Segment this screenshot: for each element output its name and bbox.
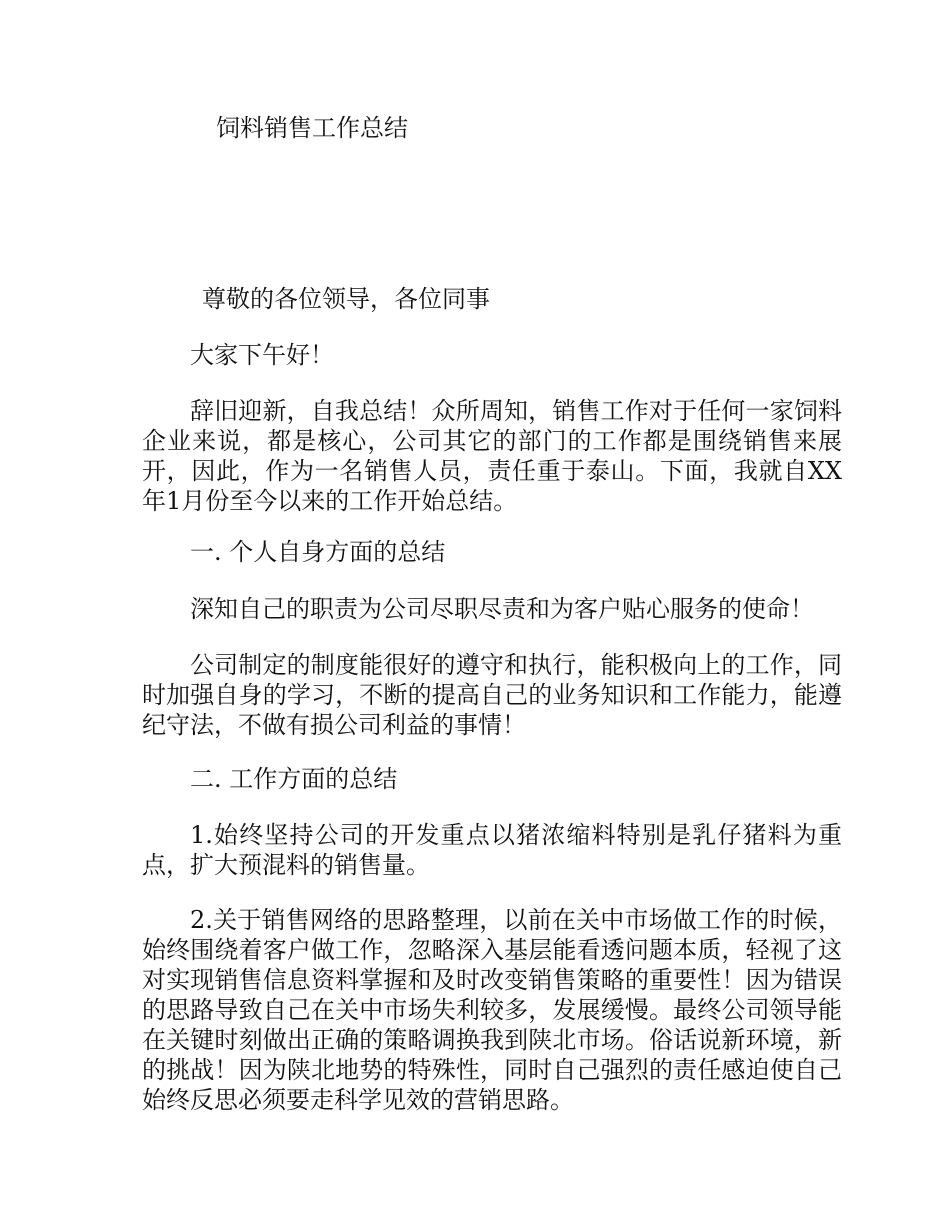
section-heading-work: 二. 工作方面的总结 xyxy=(190,765,398,793)
paragraph-intro: 辞旧迎新，自我总结！众所周知，销售工作对于任何一家饲料企业来说，都是核心，公司其它的部门的工作都是围绕销售来展开，因此，作为一名销售人员，责任重于泰山。下面，我就自XX年1月份至今以来的工作开始总结。 xyxy=(142,397,842,515)
paragraph-compliance: 公司制定的制度能很好的遵守和执行，能积极向上的工作，同时加强自身的学习，不断的提高自己的业务知识和工作能力，能遵纪守法，不做有损公司利益的事情！ xyxy=(142,651,842,739)
paragraph-point-2: 2.关于销售网络的思路整理，以前在关中市场做工作的时候，始终围绕着客户做工作，忽略深入基层能看透问题本质，轻视了这对实现销售信息资料掌握和及时改变销售策略的重要性！因为错误的思路导致自己在关中市场失利较多，发展缓慢。最终公司领导能在关键时刻做出正确的策略调换我到陕北市场。俗话说新环境，新的挑战！因为陕北地势的特殊性，同时自己强烈的责任感迫使自己始终反思必须要走科学见效的营销思路。 xyxy=(142,906,842,1114)
salutation: 尊敬的各位领导，各位同事 xyxy=(202,285,490,313)
document-title: 饲料销售工作总结 xyxy=(216,114,408,142)
greeting: 大家下午好！ xyxy=(190,341,334,369)
paragraph-point-1: 1.始终坚持公司的开发重点以猪浓缩料特别是乳仔猪料为重点，扩大预混料的销售量。 xyxy=(142,821,842,879)
paragraph-mission: 深知自己的职责为公司尽职尽责和为客户贴心服务的使命！ xyxy=(190,595,814,623)
section-heading-personal: 一. 个人自身方面的总结 xyxy=(190,538,446,566)
